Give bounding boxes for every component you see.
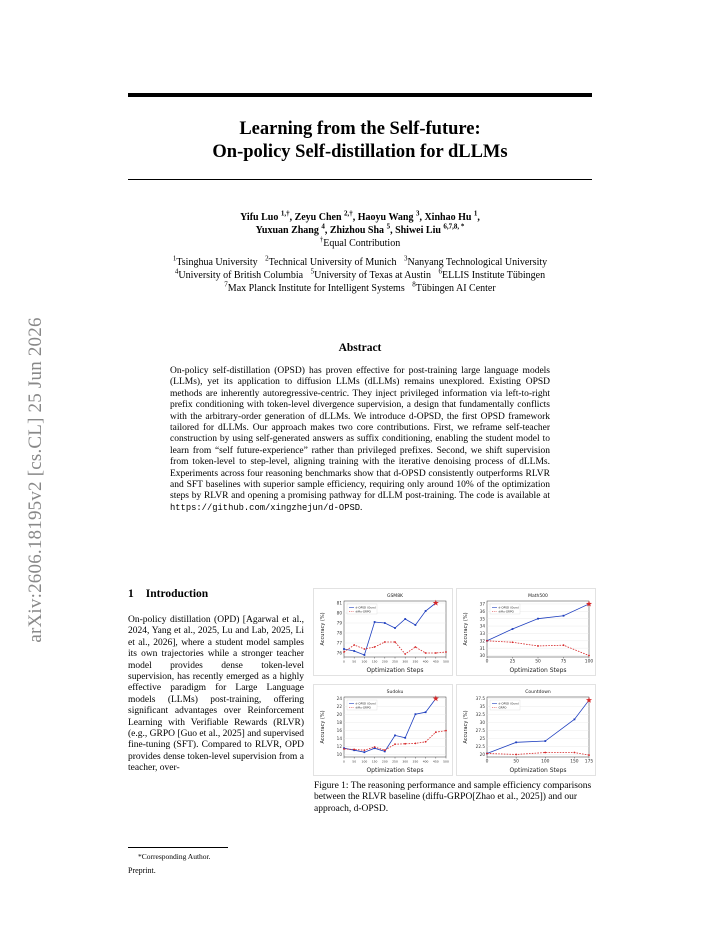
chart-svg xyxy=(314,589,452,675)
data-point xyxy=(537,645,539,647)
data-point xyxy=(512,628,514,630)
data-point xyxy=(415,624,417,626)
x-tick-label: 250 xyxy=(392,659,398,664)
legend-label: diffu-GRPO xyxy=(355,705,371,710)
data-point xyxy=(343,748,345,750)
x-tick-label: 250 xyxy=(392,759,398,764)
y-tick-label: 32.5 xyxy=(475,712,485,718)
data-point xyxy=(486,753,488,755)
x-tick-label: 100 xyxy=(361,759,368,764)
legend-label: d-OPSD (Ours) xyxy=(498,701,519,706)
y-tick-label: 76 xyxy=(336,650,342,656)
data-point xyxy=(512,641,514,643)
data-point xyxy=(588,655,590,657)
x-tick-label: 50 xyxy=(535,659,541,665)
y-tick-label: 12 xyxy=(336,744,342,750)
y-tick-label: 33 xyxy=(479,631,485,637)
data-point xyxy=(425,610,427,612)
y-tick-label: 79 xyxy=(336,620,342,626)
data-point xyxy=(537,618,539,620)
x-tick-label: 150 xyxy=(371,759,378,764)
data-point xyxy=(515,741,517,743)
x-axis-label: Optimization Steps xyxy=(509,767,567,774)
x-tick-label: 0 xyxy=(485,759,489,765)
x-tick-label: 200 xyxy=(381,659,388,664)
data-point xyxy=(544,740,546,742)
title-top-rule xyxy=(128,93,592,97)
data-point xyxy=(435,652,437,654)
y-tick-label: 18 xyxy=(336,720,342,726)
data-point xyxy=(394,743,396,745)
data-point xyxy=(404,737,406,739)
chart-countdown xyxy=(456,684,596,776)
author-list: Yifu Luo $^{1,\dagger}$, Zeyu Chen $^{2,\dagger}$, Haoyu Wang $^3$, Xinhao Hu $^1$, Yuxuan Zhang $^4$, Zhizhou Sha $^5$, Shiwei Liu $^{6,7,8, *}$ xyxy=(240,209,480,236)
y-tick-label: 32 xyxy=(479,638,485,644)
y-tick-label: 22.5 xyxy=(475,744,485,750)
legend-label: d-OPSD (Ours) xyxy=(355,701,376,706)
chart-title: Math500 xyxy=(528,594,548,599)
equal-contribution-note: †Equal Contribution xyxy=(319,235,401,249)
abstract-text: On-policy self-distillation (OPSD) has proven effective for post-training large language models (LLMs), yet its application to diffusion LLMs (dLLMs) remains unexplored. Existing OPSD methods are inherently autoregressive-centric. They inject privileged information via left-to-right prefix conditioning with token-level divergence supervision, a design that fundamentally conflicts with the arbitrary-order generation of dLLMs. We introduce d-OPSD, the first OPSD framework tailored for dLLMs. Our approach makes two core contributions. First, we reframe self-teacher construction by using self-generated answers as suffix conditioning, enabling the student model to learn from “self future-experience” rather than privileged prefixes. Second, we shift supervision from token-level to step-level, aligning training with the iterative denoising process of dLLMs. Experiments across four reasoning benchmarks show that d-OPSD consistently outperforms RLVR and SFT baselines with superior sample efficiency, requiring only around 10% of the optimization steps by RLVR and opening a promising pathway for dLLM post-training. The code is available at xyxy=(170,366,550,502)
x-tick-label: 50 xyxy=(513,759,519,765)
data-point xyxy=(415,646,417,648)
legend-label: diffu-GRPO xyxy=(355,609,371,614)
intro-paragraph: On-policy distillation (OPD) [Agarwal et al., 2024, Yang et al., 2025, Lu and Lab, 2025, Li et al., 2026], where a student model samples its own trajectories while a stronger teacher model provides dense token-level supervision, has recently emerged as a highly effective paradigm for Large Language models (LLMs) post-training, offering significant advantages over Reinforcement Learning with Verifiable Rewards (RLVR) (e.g., GRPO [Guo et al., 2025] and supervised fine-tuning (SFT). Compared to RLVR, OPD provides dense token-level supervision from a teacher, over- xyxy=(128,615,304,774)
data-point xyxy=(364,751,366,753)
x-tick-label: 50 xyxy=(352,759,357,764)
x-tick-label: 100 xyxy=(541,759,550,765)
x-tick-label: 350 xyxy=(412,659,419,664)
y-axis-label: Accuracy (%) xyxy=(320,612,326,646)
x-axis-label: Optimization Steps xyxy=(366,767,424,774)
paper-title xyxy=(128,118,592,164)
data-point xyxy=(374,621,376,623)
x-tick-label: 0 xyxy=(343,659,345,664)
data-point xyxy=(394,735,396,737)
affiliation-line: $^7$Max Planck Institute for Intelligent Systems $^8$Tübingen AI Center xyxy=(224,280,496,294)
abstract-body: On-policy self-distillation (OPSD) has proven effective for post-training large language models (LLMs), yet its application to diffusion LLMs (dLLMs) remains unexplored. Existing OPSD methods are inherently autoregressive-centric. They inject privileged information via left-to-right prefix conditioning with token-level divergence supervision, a design that fundamentally conflicts with the arbitrary-order generation of dLLMs. We introduce d-OPSD, the first OPSD framework tailored for dLLMs. Our approach makes two core contributions. First, we reframe self-teacher construction by using self-generated answers as suffix conditioning, enabling the student model to learn from “self future-experience” rather than privileged prefixes. Second, we shift supervision from token-level to step-level, aligning training with the iterative denoising process of dLLMs. Experiments across four reasoning benchmarks show that d-OPSD consistently outperforms RLVR and SFT baselines with superior sample efficiency, requiring only around 10% of the optimization steps by RLVR and opening a promising pathway for dLLM post-training. The code is available at https://github.com/xingzhejun/d-OPSD. xyxy=(170,366,550,513)
legend-label: d-OPSD (Ours) xyxy=(498,605,519,610)
abstract-heading: Abstract xyxy=(338,342,382,354)
data-point xyxy=(425,711,427,713)
affiliation-line: $^4$University of British Columbia $^5$University of Texas at Austin $^6$ELLIS Institute Tübingen xyxy=(174,267,546,281)
x-tick-label: 0 xyxy=(485,659,489,665)
x-tick-label: 150 xyxy=(371,659,378,664)
author: Zhizhou Sha $^5$ xyxy=(329,222,391,236)
x-tick-label: 150 xyxy=(570,759,579,765)
y-tick-label: 31 xyxy=(479,645,485,651)
data-point xyxy=(394,627,396,629)
x-axis-label: Optimization Steps xyxy=(509,667,567,674)
best-point-star xyxy=(433,695,439,701)
section-title: Introduction xyxy=(145,588,209,600)
chart-title: Sudoku xyxy=(386,690,404,695)
data-point xyxy=(415,743,417,745)
y-tick-label: 81 xyxy=(336,600,342,606)
author: Zeyu Chen $^{2,\dagger}$ xyxy=(294,209,353,223)
code-link[interactable]: https://github.com/xingzhejun/d-OPSD xyxy=(170,502,361,513)
author: Xinhao Hu $^1$ xyxy=(424,209,478,223)
author: Yuxuan Zhang $^4$ xyxy=(255,222,325,236)
y-tick-label: 10 xyxy=(336,752,342,758)
x-tick-label: 300 xyxy=(402,659,409,664)
y-tick-label: 20 xyxy=(479,752,485,758)
data-point xyxy=(544,752,546,754)
series-line xyxy=(344,731,446,751)
section-heading xyxy=(128,588,208,600)
chart-svg xyxy=(314,685,452,775)
x-tick-label: 50 xyxy=(352,659,357,664)
data-point xyxy=(384,622,386,624)
y-tick-label: 36 xyxy=(479,608,485,614)
title-bottom-rule xyxy=(128,179,592,180)
x-tick-label: 175 xyxy=(584,759,594,765)
y-tick-label: 34 xyxy=(479,623,485,629)
x-tick-label: 400 xyxy=(422,659,429,664)
x-tick-label: 500 xyxy=(443,759,449,764)
data-point xyxy=(374,746,376,748)
author: Shiwei Liu $^{6,7,8, *}$ xyxy=(395,222,465,236)
data-point xyxy=(574,718,576,720)
chart-sudoku xyxy=(313,684,453,776)
legend-label: d-OPSD (Ours) xyxy=(355,605,376,610)
y-tick-label: 80 xyxy=(336,610,342,616)
title-line-2: On-policy Self-distillation for dLLMs xyxy=(212,142,508,162)
x-tick-label: 450 xyxy=(432,759,439,764)
y-tick-label: 77 xyxy=(336,640,342,646)
data-point xyxy=(563,615,565,617)
data-point xyxy=(425,652,427,654)
y-tick-label: 24 xyxy=(336,696,342,702)
data-point xyxy=(574,752,576,754)
data-point xyxy=(384,749,386,751)
x-tick-label: 450 xyxy=(432,659,439,664)
affiliations xyxy=(100,256,620,295)
y-tick-label: 27.5 xyxy=(475,728,485,734)
author: Haoyu Wang $^3$ xyxy=(357,209,420,223)
data-point xyxy=(563,644,565,646)
y-tick-label: 25 xyxy=(479,736,485,742)
y-tick-label: 78 xyxy=(336,630,342,636)
data-point xyxy=(364,648,366,650)
data-point xyxy=(486,640,488,642)
x-tick-label: 25 xyxy=(509,659,516,665)
data-point xyxy=(404,653,406,655)
figure-caption: Figure 1: The reasoning performance and sample efficiency comparisons between the RLVR baseline (diffu-GRPO[Zhao et al., 2025]) and our approach, d-OPSD. xyxy=(314,781,592,814)
data-point xyxy=(343,648,345,650)
data-point xyxy=(515,754,517,756)
title-line-1: Learning from the Self-future: xyxy=(239,119,481,139)
y-axis-label: Accuracy (%) xyxy=(320,710,326,744)
data-point xyxy=(404,743,406,745)
legend-label: diffu-GRPO xyxy=(498,609,514,614)
y-tick-label: 16 xyxy=(336,728,342,734)
data-point xyxy=(588,754,590,756)
data-point xyxy=(445,651,447,653)
footnote: *Corresponding Author. xyxy=(138,852,211,861)
data-point xyxy=(374,646,376,648)
y-tick-label: 30 xyxy=(479,720,485,726)
data-point xyxy=(445,730,447,732)
data-point xyxy=(353,644,355,646)
x-tick-label: 200 xyxy=(381,759,388,764)
data-point xyxy=(415,713,417,715)
y-axis-label: Accuracy (%) xyxy=(463,710,469,744)
section-number: 1 xyxy=(128,588,134,600)
chart-svg xyxy=(457,685,595,775)
data-point xyxy=(425,741,427,743)
x-tick-label: 350 xyxy=(412,759,419,764)
y-tick-label: 20 xyxy=(336,712,342,718)
y-tick-label: 30 xyxy=(479,653,485,659)
data-point xyxy=(353,650,355,652)
data-point xyxy=(364,654,366,656)
chart-title: Countdown xyxy=(525,690,551,695)
x-axis-label: Optimization Steps xyxy=(366,667,424,674)
chart-gsm8k xyxy=(313,588,453,676)
y-axis-label: Accuracy (%) xyxy=(463,612,469,646)
y-tick-label: 37.5 xyxy=(475,696,485,702)
legend-label: GRPO xyxy=(498,705,507,710)
x-tick-label: 0 xyxy=(343,759,345,764)
y-tick-label: 35 xyxy=(479,704,485,710)
x-tick-label: 300 xyxy=(402,759,409,764)
series-line xyxy=(344,642,446,654)
x-tick-label: 400 xyxy=(422,759,429,764)
data-point xyxy=(435,731,437,733)
y-tick-label: 35 xyxy=(479,616,485,622)
y-tick-label: 37 xyxy=(479,601,485,607)
data-point xyxy=(364,749,366,751)
x-tick-label: 100 xyxy=(584,659,594,665)
x-tick-label: 500 xyxy=(443,659,449,664)
chart-svg xyxy=(457,589,595,675)
author: Yifu Luo $^{1,\dagger}$ xyxy=(240,209,290,223)
chart-title: GSM8K xyxy=(386,594,404,599)
y-tick-label: 14 xyxy=(336,736,342,742)
x-tick-label: 100 xyxy=(361,659,368,664)
data-point xyxy=(394,641,396,643)
x-tick-label: 75 xyxy=(560,659,567,665)
data-point xyxy=(353,749,355,751)
data-point xyxy=(343,651,345,653)
data-point xyxy=(384,641,386,643)
affiliation-line: $^1$Tsinghua University $^2$Technical University of Munich $^3$Nanyang Technological University xyxy=(172,254,548,268)
footnote-rule xyxy=(128,847,228,848)
preprint-label: Preprint. xyxy=(128,866,156,875)
data-point xyxy=(404,618,406,620)
chart-math500 xyxy=(456,588,596,676)
y-tick-label: 22 xyxy=(336,704,342,710)
arxiv-identifier: arXiv:2606.18195v2 [cs.CL] 25 Jun 2026 xyxy=(25,317,46,643)
